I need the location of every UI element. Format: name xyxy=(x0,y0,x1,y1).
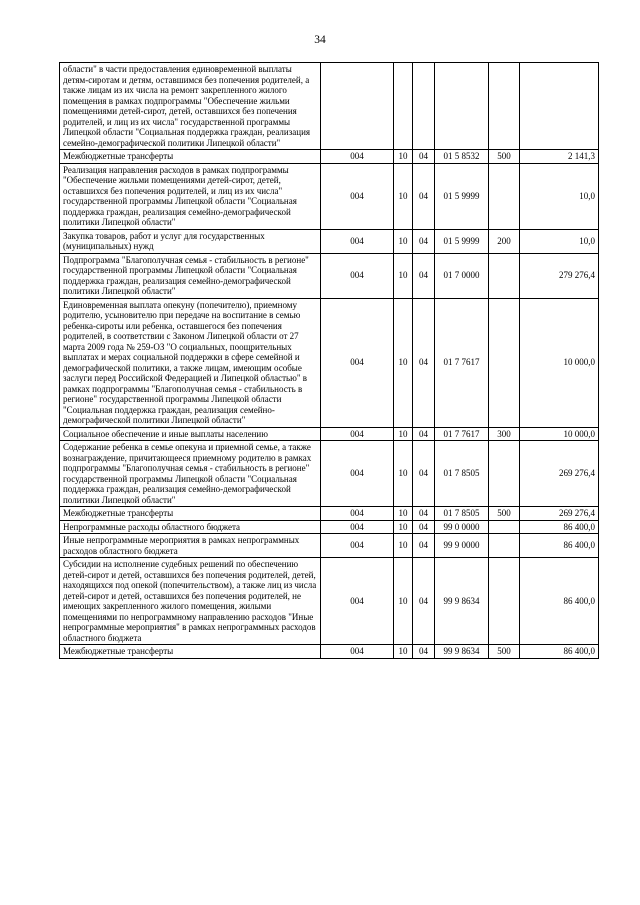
ministry-code-cell: 004 xyxy=(321,253,394,298)
table-row xyxy=(60,63,599,150)
expense-name-cell: Содержание ребенка в семье опекуна и приемной семье, а также вознаграждение, причитающееся приемному родителю в рамках подпрограммы "Благополучная семья - стабильность в регионе" государственной программы Липецкой области "Социальная поддержка граждан, реализация семейно-демографической политики Липецкой области" xyxy=(60,441,321,507)
table-row xyxy=(60,534,599,558)
amount-cell: 86 400,0 xyxy=(520,520,599,534)
ministry-code-cell: 004 xyxy=(321,507,394,521)
ministry-code-cell: 004 xyxy=(321,441,394,507)
target-article-cell: 99 0 0000 xyxy=(435,520,489,534)
subsection-code-cell: 04 xyxy=(413,163,435,229)
expense-type-cell xyxy=(489,534,520,558)
expense-type-cell xyxy=(489,558,520,645)
expense-name-cell: Межбюджетные трансферты xyxy=(60,507,321,521)
subsection-code-cell: 04 xyxy=(413,441,435,507)
table-row xyxy=(60,253,599,298)
target-article-cell: 01 5 9999 xyxy=(435,229,489,253)
ministry-code-cell: 004 xyxy=(321,163,394,229)
amount-cell: 10,0 xyxy=(520,229,599,253)
amount-cell: 279 276,4 xyxy=(520,253,599,298)
expense-name-cell: области" в части предоставления единовременной выплаты детям-сиротам и детям, оставшимся без попечения родителей, а также лицам из их числа на ремонт закрепленного жилого помещения в рамках подпрограммы "Обеспечение жильми помещениями детей-сирот, детей, оставшихся без попечения родителей, и лиц из их числа" государственной программы Липецкой области "Социальная поддержка граждан, реализация семейно-демографической политики Липецкой области" xyxy=(60,63,321,150)
amount-cell: 2 141,3 xyxy=(520,150,599,164)
table-row xyxy=(60,427,599,441)
expense-name-cell: Иные непрограммные мероприятия в рамках непрограммных расходов областного бюджета xyxy=(60,534,321,558)
ministry-code-cell: 004 xyxy=(321,150,394,164)
section-code-cell: 10 xyxy=(394,441,413,507)
section-code-cell: 10 xyxy=(394,645,413,659)
amount-cell: 10 000,0 xyxy=(520,298,599,427)
ministry-code-cell: 004 xyxy=(321,427,394,441)
expense-name-cell: Непрограммные расходы областного бюджета xyxy=(60,520,321,534)
section-code-cell: 10 xyxy=(394,298,413,427)
expense-type-cell: 500 xyxy=(489,150,520,164)
subsection-code-cell: 04 xyxy=(413,253,435,298)
subsection-code-cell: 04 xyxy=(413,645,435,659)
target-article-cell: 01 7 7617 xyxy=(435,298,489,427)
target-article-cell: 01 7 8505 xyxy=(435,441,489,507)
expense-name-cell: Межбюджетные трансферты xyxy=(60,150,321,164)
subsection-code-cell: 04 xyxy=(413,534,435,558)
subsection-code-cell: 04 xyxy=(413,229,435,253)
expense-type-cell xyxy=(489,163,520,229)
target-article-cell: 99 9 8634 xyxy=(435,645,489,659)
target-article-cell: 01 5 9999 xyxy=(435,163,489,229)
section-code-cell: 10 xyxy=(394,520,413,534)
expense-name-cell: Подпрограмма "Благополучная семья - стабильность в регионе" государственной программы Липецкой области "Социальная поддержка граждан, реализация семейно-демографической политики Липецкой области" xyxy=(60,253,321,298)
page-number: 34 xyxy=(314,34,326,46)
section-code-cell: 10 xyxy=(394,427,413,441)
target-article-cell: 99 9 0000 xyxy=(435,534,489,558)
expense-name-cell: Закупка товаров, работ и услуг для государственных (муниципальных) нужд xyxy=(60,229,321,253)
target-article-cell: 01 5 8532 xyxy=(435,150,489,164)
expense-type-cell: 300 xyxy=(489,427,520,441)
table-row xyxy=(60,150,599,164)
section-code-cell: 10 xyxy=(394,507,413,521)
ministry-code-cell: 004 xyxy=(321,520,394,534)
subsection-code-cell: 04 xyxy=(413,298,435,427)
section-code-cell: 10 xyxy=(394,534,413,558)
amount-cell: 86 400,0 xyxy=(520,645,599,659)
amount-cell: 10 000,0 xyxy=(520,427,599,441)
table-row xyxy=(60,507,599,521)
amount-cell: 86 400,0 xyxy=(520,534,599,558)
section-code-cell: 10 xyxy=(394,229,413,253)
table-row xyxy=(60,558,599,645)
expense-name-cell: Единовременная выплата опекуну (попечителю), приемному родителю, усыновителю при передаче на воспитание в семью ребенка-сироты или ребенка, оставшегося без попечения родителей, в соответствии с Законом Липецкой области от 27 марта 2009 года № 259-ОЗ "О социальных, поощрительных выплатах и мерах социальной поддержки в сфере семейной и демографической политики, а также лицам, имеющим особые заслуги перед Российской Федерацией и Липецкой областью" в рамках подпрограммы "Благополучная семья - стабильность в регионе" государственной программы Липецкой области "Социальная поддержка граждан, реализация семейно-демографической политики Липецкой области" xyxy=(60,298,321,427)
amount-cell: 86 400,0 xyxy=(520,558,599,645)
subsection-code-cell: 04 xyxy=(413,520,435,534)
subsection-code-cell: 04 xyxy=(413,150,435,164)
table-row xyxy=(60,229,599,253)
section-code-cell: 10 xyxy=(394,163,413,229)
expense-type-cell xyxy=(489,520,520,534)
expense-name-cell: Социальное обеспечение и иные выплаты населению xyxy=(60,427,321,441)
expense-name-cell: Субсидии на исполнение судебных решений по обеспечению детей-сирот и детей, оставшихся без попечения родителей, детей, находящихся под опекой (попечительством), а также лиц из числа детей-сирот и детей, оставшихся без попечения родителей, не имеющих закрепленного жилого помещения, жилыми помещениями по непрограммному направлению расходов "Иные непрограммные мероприятия" в рамках непрограммных расходов областного бюджета xyxy=(60,558,321,645)
expense-type-cell xyxy=(489,63,520,150)
table-row xyxy=(60,645,599,659)
table-row xyxy=(60,298,599,427)
subsection-code-cell: 04 xyxy=(413,507,435,521)
section-code-cell: 10 xyxy=(394,558,413,645)
target-article-cell: 99 9 8634 xyxy=(435,558,489,645)
ministry-code-cell: 004 xyxy=(321,229,394,253)
section-code-cell: 10 xyxy=(394,150,413,164)
ministry-code-cell xyxy=(321,63,394,150)
amount-cell xyxy=(520,63,599,150)
table-row xyxy=(60,441,599,507)
expense-type-cell xyxy=(489,298,520,427)
expense-type-cell xyxy=(489,253,520,298)
section-code-cell: 10 xyxy=(394,253,413,298)
expense-name-cell: Межбюджетные трансферты xyxy=(60,645,321,659)
ministry-code-cell: 004 xyxy=(321,558,394,645)
subsection-code-cell: 04 xyxy=(413,427,435,441)
target-article-cell: 01 7 7617 xyxy=(435,427,489,441)
amount-cell: 269 276,4 xyxy=(520,507,599,521)
expense-type-cell: 500 xyxy=(489,645,520,659)
expense-name-cell: Реализация направления расходов в рамках подпрограммы "Обеспечение жильми помещениями детей-сирот, детей, оставшихся без попечения родителей, и лиц из их числа" государственной программы Липецкой области "Социальная поддержка граждан, реализация семейно-демографической политики Липецкой области" xyxy=(60,163,321,229)
ministry-code-cell: 004 xyxy=(321,298,394,427)
target-article-cell: 01 7 0000 xyxy=(435,253,489,298)
target-article-cell: 01 7 8505 xyxy=(435,507,489,521)
expense-type-cell: 200 xyxy=(489,229,520,253)
amount-cell: 10,0 xyxy=(520,163,599,229)
amount-cell: 269 276,4 xyxy=(520,441,599,507)
subsection-code-cell: 04 xyxy=(413,558,435,645)
budget-table xyxy=(59,62,599,659)
section-code-cell xyxy=(394,63,413,150)
table-row xyxy=(60,163,599,229)
expense-type-cell xyxy=(489,441,520,507)
ministry-code-cell: 004 xyxy=(321,534,394,558)
table-row xyxy=(60,520,599,534)
ministry-code-cell: 004 xyxy=(321,645,394,659)
target-article-cell xyxy=(435,63,489,150)
subsection-code-cell xyxy=(413,63,435,150)
expense-type-cell: 500 xyxy=(489,507,520,521)
